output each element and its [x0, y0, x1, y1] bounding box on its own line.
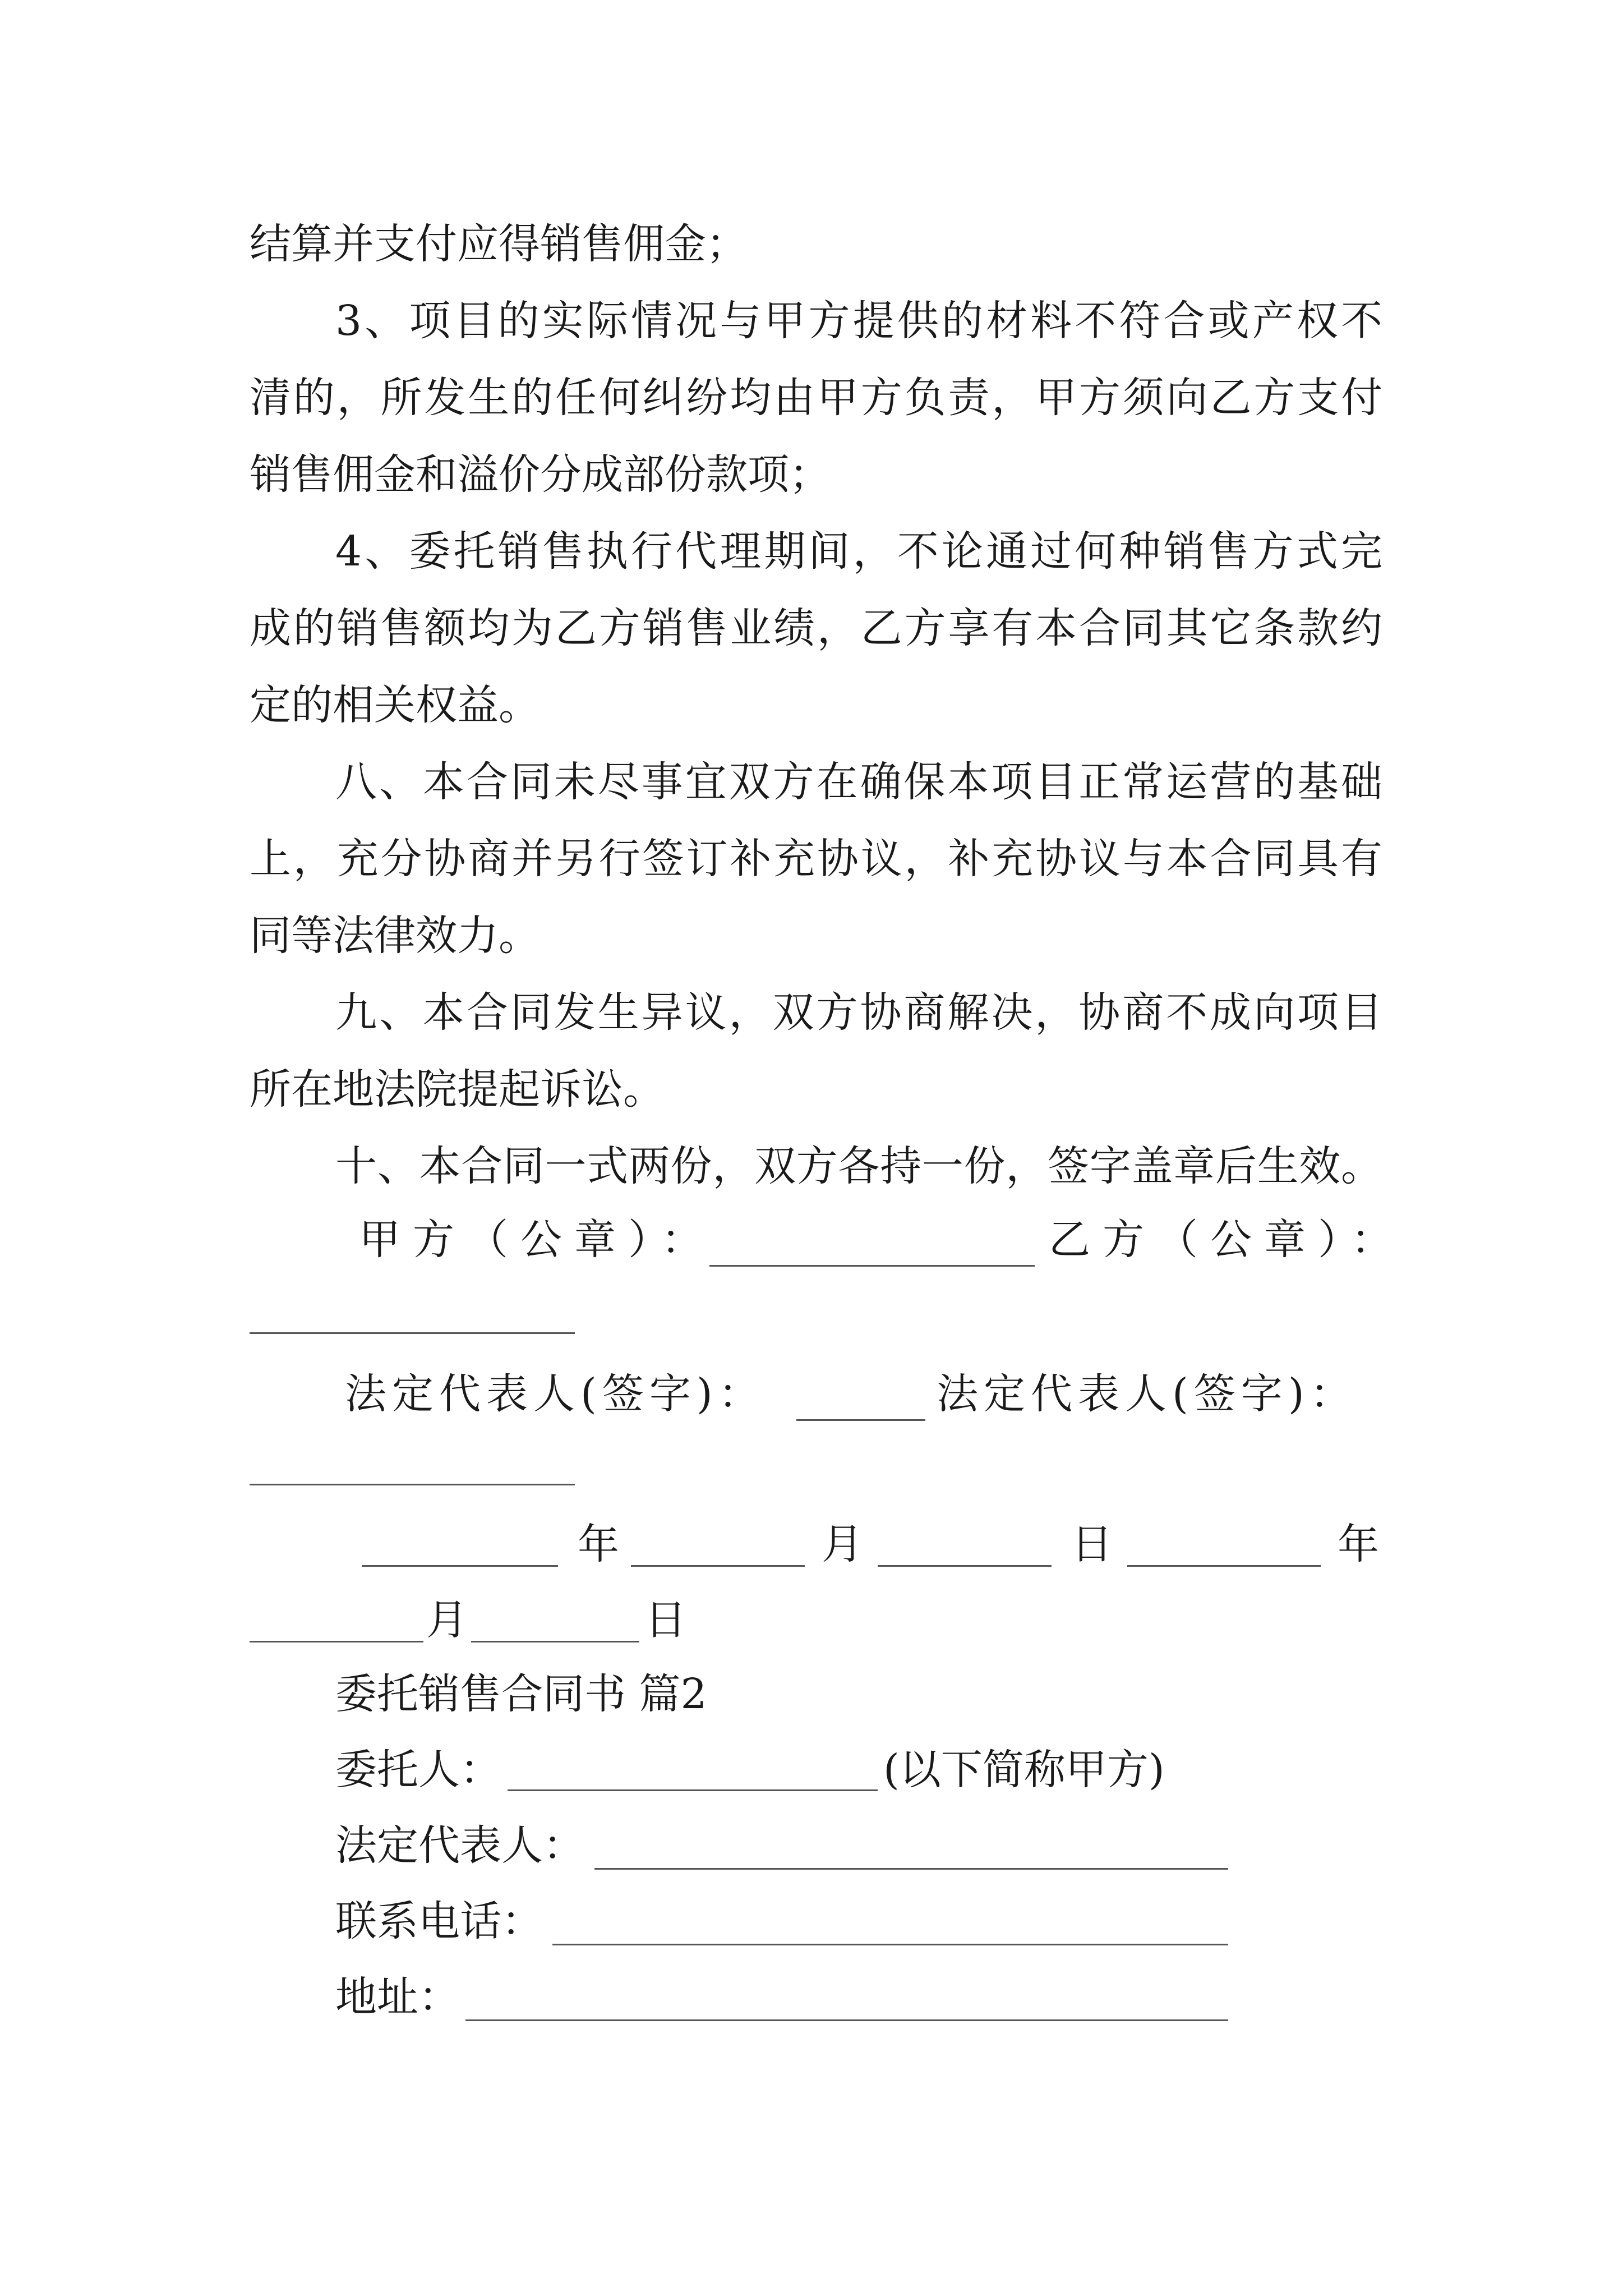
legal-rep-b-blank	[250, 1484, 575, 1485]
paragraph-line: 成的销售额均为乙方销售业绩，乙方享有本合同其它条款约	[250, 604, 1382, 652]
date-b-month-label: 月	[426, 1596, 468, 1644]
date-b-month-blank	[250, 1641, 423, 1642]
date-a-day-label: 日	[1071, 1520, 1113, 1568]
phone-label: 联系电话：	[335, 1897, 543, 1945]
date-a-year-label: 年	[578, 1520, 619, 1568]
paragraph-line: 所在地法院提起诉讼。	[250, 1065, 665, 1114]
party-a-seal-label: 甲方（公章）：	[359, 1216, 715, 1264]
legal-rep-b-label: 法定代表人(签字)：	[937, 1370, 1357, 1418]
date-a-month-label: 月	[822, 1520, 863, 1568]
party-b-seal-blank	[250, 1332, 575, 1334]
paragraph-line: 清的，所发生的任何纠纷均由甲方负责，甲方须向乙方支付	[250, 374, 1382, 422]
date-a-year-blank	[362, 1565, 558, 1567]
date-a-month-blank	[631, 1565, 805, 1567]
client-suffix: (以下简称甲方)	[883, 1746, 1165, 1794]
party-b-seal-label: 乙方（公章）：	[1049, 1216, 1405, 1264]
paragraph-line: 定的相关权益。	[250, 681, 540, 729]
address-blank	[465, 2019, 1228, 2021]
paragraph-line: 十、本合同一式两份，双方各持一份，签字盖章后生效。	[335, 1142, 1382, 1190]
paragraph-line: 4、委托销售执行代理期间，不论通过何种销售方式完	[335, 527, 1382, 576]
client-blank	[508, 1789, 878, 1791]
date-b-day-blank	[471, 1641, 639, 1642]
party-a-seal-blank	[709, 1265, 1035, 1267]
legal-rep-a-label: 法定代表人(签字)：	[345, 1370, 766, 1418]
paragraph-line: 九、本合同发生异议，双方协商解决，协商不成向项目	[335, 988, 1382, 1037]
paragraph-line: 同等法律效力。	[250, 912, 540, 960]
legal-rep-blank	[594, 1868, 1228, 1870]
date-b-year-blank	[1127, 1565, 1321, 1567]
paragraph-line: 八、本合同未尽事宜双方在确保本项目正常运营的基础	[335, 758, 1382, 806]
paragraph-line: 销售佣金和溢价分成部份款项；	[250, 450, 831, 499]
date-b-day-label: 日	[645, 1596, 686, 1644]
paragraph-line: 结算并支付应得销售佣金；	[250, 220, 748, 268]
client-label: 委托人：	[335, 1746, 501, 1794]
legal-rep-label: 法定代表人：	[335, 1821, 584, 1870]
legal-rep-a-blank	[796, 1419, 925, 1421]
paragraph-line: 上，充分协商并另行签订补充协议，补充协议与本合同具有	[250, 835, 1382, 883]
phone-blank	[552, 1944, 1228, 1945]
section-title: 委托销售合同书 篇2	[335, 1670, 707, 1718]
date-b-year-label: 年	[1338, 1520, 1379, 1568]
address-label: 地址：	[335, 1973, 460, 2021]
paragraph-line: 3、项目的实际情况与甲方提供的材料不符合或产权不	[335, 297, 1382, 345]
date-a-day-blank	[878, 1565, 1052, 1567]
